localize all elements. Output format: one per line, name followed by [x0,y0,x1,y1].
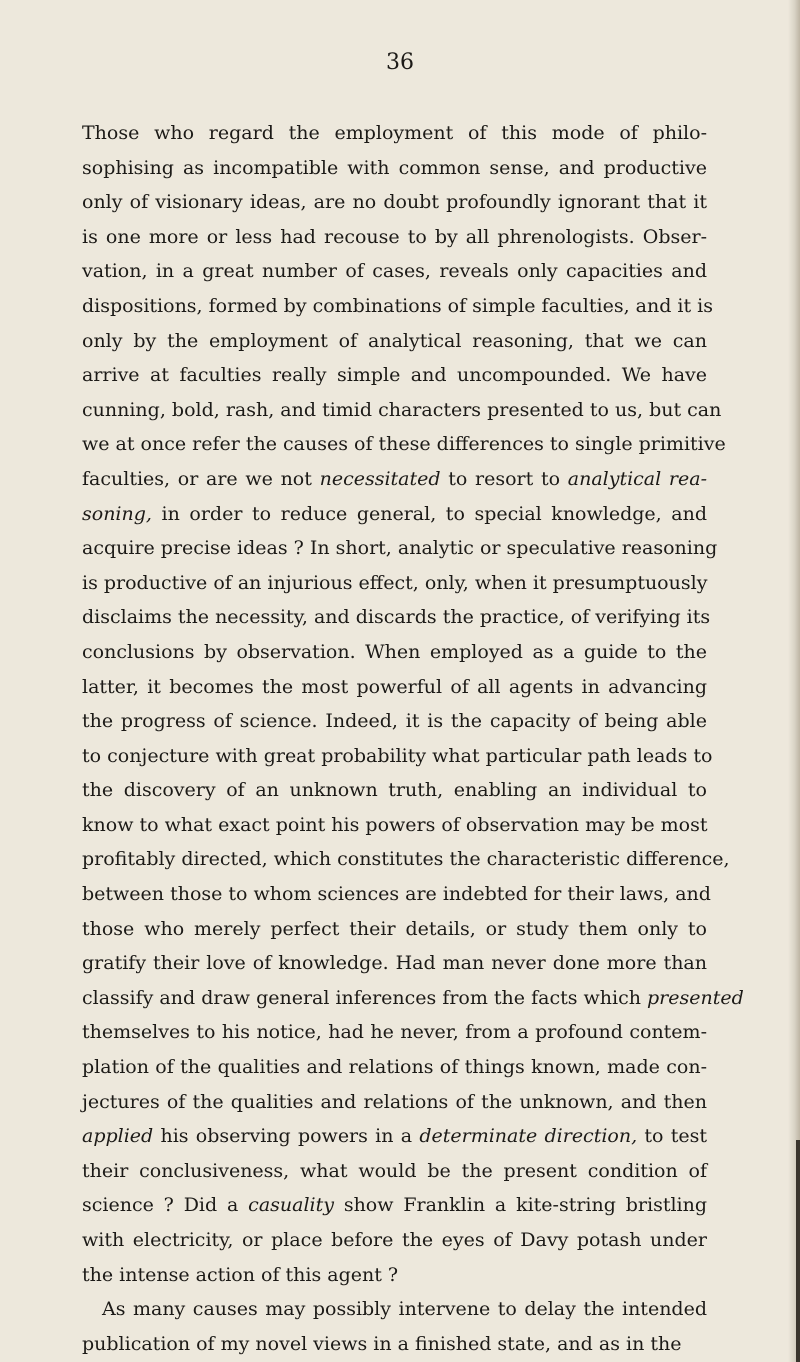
text-line [82,877,711,912]
text-line [82,324,707,359]
text-line [82,670,707,705]
text-line [82,427,726,462]
text-run: jectures of the qualities and relations of the unknown, and then [82,1090,707,1113]
text-run: only of visionary ideas, are no doubt profoundly ignorant that it [82,191,707,214]
text-run: arrive at faculties really simple and uncompounded. We have [82,364,707,387]
text-run: the discovery of an unknown truth, enabling an individual to [82,779,707,802]
text-run: dispositions, formed by combinations of simple faculties, and it is [82,294,713,317]
text-line [82,1119,707,1154]
text-run: cunning, bold, rash, and timid characters presented to us, but can [82,398,722,421]
text-run: with electricity, or place before the eyes of Davy potash under [82,1229,707,1251]
text-line [82,289,713,324]
text-line [82,635,707,670]
text-line [82,1050,707,1085]
text-run: As many causes may possibly intervene to delay the intended [102,1298,707,1321]
text-run: latter, it becomes the most powerful of all agents in advancing [82,675,707,698]
italic-text: applied [82,1125,154,1148]
text-run: disclaims the necessity, and discards the practice, of verifying its [82,606,711,629]
text-run: to resort to [440,467,568,490]
text-run: publication of my novel views in a finished state, and as in the [82,1332,682,1355]
text-line [82,1015,707,1050]
italic-text: casuality [248,1194,334,1217]
text-line [82,185,707,220]
text-run: between those to whom sciences are indebted for their laws, and [82,883,711,906]
text-line [82,981,744,1016]
text-run: profitably directed, which constitutes the characteristic difference, [82,848,730,871]
text-run: science ? Did a [82,1194,249,1217]
italic-text: presented [647,986,744,1009]
text-line [82,566,707,601]
italic-text: soning, [82,502,152,525]
text-run: is one more or less had recouse to by all phrenologists. Obser- [82,225,707,248]
page-edge-dark-strip [796,1140,800,1362]
text-line [82,1223,707,1258]
text-line [82,393,722,428]
text-line [82,116,707,151]
body-text [82,116,744,1361]
text-line [82,808,707,843]
text-line [82,946,707,981]
text-run: those who merely perfect their details, or study them only to [82,917,707,940]
text-run: classify and draw general inferences from the facts which [82,986,647,1009]
text-run: themselves to his notice, had he never, from a profound contem- [82,1021,707,1044]
text-run: sophising as incompatible with common sense, and productive [82,156,707,179]
text-line [82,497,707,532]
text-run: the progress of science. Indeed, it is the capacity of being able [82,710,707,733]
text-line [82,1085,707,1120]
text-line [82,912,707,947]
text-run: Those who regard the employment of this mode of philo- [82,122,707,144]
text-run: know to what exact point his powers of observation may be most [82,813,708,836]
text-line [82,358,707,393]
text-run: vation, in a great number of cases, reveals only capacities and [82,260,707,283]
text-line [82,1258,707,1293]
text-run: their conclusiveness, what would be the present condition of [82,1159,707,1182]
text-line [82,842,730,877]
text-run: conclusions by observation. When employed as a guide to the [82,640,707,663]
text-run: in order to reduce general, to special knowledge, and [151,502,707,525]
text-run: to conjecture with great probability what particular path leads to [82,744,713,767]
text-run: only by the employment of analytical reasoning, that we can [82,329,707,352]
text-line [82,1188,707,1223]
text-line [82,1292,707,1327]
text-run: the intense action of this agent ? [82,1263,399,1286]
text-line [82,254,707,289]
text-run: his observing powers in a [153,1125,420,1148]
text-run: show Franklin a kite-string bristling [333,1194,708,1217]
text-run: plation of the qualities and relations of things known, made con- [82,1056,707,1079]
italic-text: determinate direction, [419,1125,638,1148]
text-run: to test [637,1125,708,1148]
text-line [82,739,713,774]
text-run: faculties, or are we not [82,467,320,490]
page-number: 36 [386,50,414,75]
italic-text: necessitated [319,467,441,490]
text-line [82,704,707,739]
text-line [82,1327,707,1362]
italic-text: analytical rea- [567,467,707,490]
text-run: acquire precise ideas ? In short, analytic or speculative reasoning [82,537,718,560]
text-line [82,220,707,255]
text-line [82,151,707,186]
text-run: gratify their love of knowledge. Had man never done more than [82,952,707,975]
text-run: we at once refer the causes of these differences to single primitive [82,433,726,456]
text-line [82,1154,707,1189]
text-run: is productive of an injurious effect, only, when it presumptuously [82,571,708,594]
text-line [82,773,707,808]
text-line [82,462,707,497]
text-line [82,531,718,566]
text-line [82,600,711,635]
